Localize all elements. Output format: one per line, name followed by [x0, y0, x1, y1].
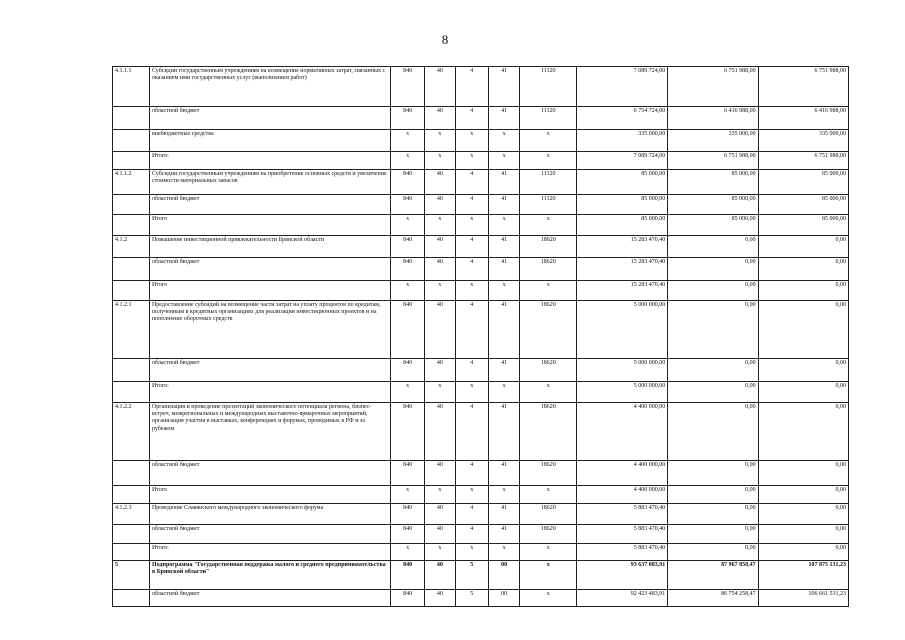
row-name: Предоставление субсидий на возмещение части затрат на уплату процентов по кредитам, полученным в кредитных организациях для реализации инвестиционных проектов и на пополнение оборотных средств: [149, 301, 390, 359]
row-name: Подпрограмма "Государственная поддержка малого и среднего предпринимательства в Брянской области": [149, 561, 390, 590]
col-target-article: 41: [488, 170, 520, 195]
amount-year-2: 6 416 988,00: [668, 107, 758, 130]
col-expense-type: 11120: [520, 67, 576, 107]
table-row: [113, 258, 849, 281]
table-row: [113, 359, 849, 382]
col-subsection: 4: [455, 525, 488, 544]
amount-year-2: 0,00: [668, 544, 758, 561]
amount-year-3: 0,00: [758, 403, 848, 461]
row-name: Субсидии государственным учреждениям на возмещение нормативных затрат, связанных с оказанием ими государственных услуг (выполнением работ): [149, 67, 390, 107]
col-expense-type: 18620: [520, 461, 576, 486]
amount-year-3: 0,00: [758, 461, 848, 486]
col-target-article: 00: [488, 561, 520, 590]
col-target-article: 41: [488, 359, 520, 382]
col-subsection: x: [455, 544, 488, 561]
col-chapter: 840: [391, 403, 425, 461]
col-target-article: 41: [488, 461, 520, 486]
row-name: Итого:: [149, 382, 390, 403]
col-chapter: x: [391, 215, 425, 236]
amount-year-3: 6 751 988,00: [758, 152, 848, 170]
amount-year-3: 85 000,00: [758, 170, 848, 195]
col-target-article: 41: [488, 258, 520, 281]
table-row: [113, 152, 849, 170]
col-target-article: 41: [488, 195, 520, 215]
budget-table: [112, 66, 849, 607]
budget-table-body: [113, 67, 849, 607]
col-chapter: x: [391, 382, 425, 403]
row-code: 4.1.2.1: [113, 301, 150, 359]
amount-year-1: 85 000,00: [576, 195, 667, 215]
col-section: 40: [425, 107, 456, 130]
amount-year-3: 106 661 531,23: [758, 590, 848, 607]
amount-year-1: 7 089 724,00: [576, 152, 667, 170]
amount-year-2: 0,00: [668, 382, 758, 403]
col-section: 40: [425, 525, 456, 544]
amount-year-3: 107 875 131,23: [758, 561, 848, 590]
col-expense-type: 11120: [520, 170, 576, 195]
row-name: Итого:: [149, 152, 390, 170]
col-chapter: 840: [391, 504, 425, 525]
row-code: [113, 215, 150, 236]
amount-year-1: 5 000 000,00: [576, 382, 667, 403]
col-section: x: [425, 382, 456, 403]
col-section: 40: [425, 590, 456, 607]
col-subsection: 5: [455, 561, 488, 590]
amount-year-2: 0,00: [668, 486, 758, 504]
amount-year-1: 5 000 000,00: [576, 301, 667, 359]
col-section: x: [425, 281, 456, 301]
col-expense-type: x: [520, 561, 576, 590]
table-row: [113, 544, 849, 561]
table-row: [113, 281, 849, 301]
row-name: Проведение Славянского международного экономического форума: [149, 504, 390, 525]
amount-year-1: 4 400 000,00: [576, 461, 667, 486]
amount-year-2: 0,00: [668, 258, 758, 281]
col-subsection: 4: [455, 461, 488, 486]
row-name: внебюджетные средства: [149, 130, 390, 152]
col-expense-type: x: [520, 590, 576, 607]
amount-year-3: 0,00: [758, 301, 848, 359]
amount-year-1: 93 637 083,91: [576, 561, 667, 590]
table-row: [113, 590, 849, 607]
col-target-article: 41: [488, 67, 520, 107]
row-code: 4.1.1.2: [113, 170, 150, 195]
col-subsection: 4: [455, 67, 488, 107]
col-subsection: 4: [455, 301, 488, 359]
col-target-article: 41: [488, 107, 520, 130]
col-expense-type: 11120: [520, 107, 576, 130]
col-chapter: x: [391, 544, 425, 561]
amount-year-1: 5 883 470,40: [576, 525, 667, 544]
amount-year-3: 0,00: [758, 359, 848, 382]
row-name: Субсидии государственным учреждениям на приобретение основных средств и увеличение стоимости материальных запасов: [149, 170, 390, 195]
col-section: 40: [425, 170, 456, 195]
col-chapter: 840: [391, 195, 425, 215]
row-code: [113, 590, 150, 607]
amount-year-2: 0,00: [668, 359, 758, 382]
table-row: [113, 504, 849, 525]
col-chapter: 840: [391, 107, 425, 130]
col-section: 40: [425, 236, 456, 258]
amount-year-1: 5 883 470,40: [576, 504, 667, 525]
amount-year-2: 85 000,00: [668, 170, 758, 195]
col-target-article: x: [488, 215, 520, 236]
table-row: [113, 461, 849, 486]
amount-year-1: 5 000 000,00: [576, 359, 667, 382]
amount-year-2: 85 000,00: [668, 195, 758, 215]
col-section: 40: [425, 561, 456, 590]
col-section: x: [425, 486, 456, 504]
col-chapter: 840: [391, 590, 425, 607]
amount-year-3: 0,00: [758, 236, 848, 258]
amount-year-2: 0,00: [668, 281, 758, 301]
amount-year-3: 0,00: [758, 544, 848, 561]
amount-year-1: 15 283 470,40: [576, 236, 667, 258]
row-name: Итого: [149, 215, 390, 236]
col-target-article: 41: [488, 236, 520, 258]
row-name: областной бюджет: [149, 359, 390, 382]
col-chapter: x: [391, 486, 425, 504]
row-code: 4.1.2: [113, 236, 150, 258]
col-chapter: 840: [391, 461, 425, 486]
row-name: Итого:: [149, 544, 390, 561]
amount-year-3: 0,00: [758, 525, 848, 544]
col-section: 40: [425, 301, 456, 359]
amount-year-3: 335 000,00: [758, 130, 848, 152]
row-code: [113, 152, 150, 170]
col-subsection: 4: [455, 504, 488, 525]
col-expense-type: x: [520, 544, 576, 561]
col-subsection: 4: [455, 403, 488, 461]
col-section: 40: [425, 359, 456, 382]
col-target-article: x: [488, 281, 520, 301]
row-name: областной бюджет: [149, 525, 390, 544]
amount-year-2: 6 751 988,00: [668, 67, 758, 107]
col-section: 40: [425, 403, 456, 461]
col-expense-type: 18620: [520, 301, 576, 359]
amount-year-2: 87 967 858,47: [668, 561, 758, 590]
col-target-article: 41: [488, 525, 520, 544]
col-subsection: 4: [455, 170, 488, 195]
col-chapter: 840: [391, 561, 425, 590]
amount-year-2: 0,00: [668, 301, 758, 359]
table-row: [113, 382, 849, 403]
col-chapter: x: [391, 130, 425, 152]
col-target-article: 41: [488, 301, 520, 359]
col-subsection: 4: [455, 258, 488, 281]
col-expense-type: x: [520, 215, 576, 236]
col-subsection: x: [455, 215, 488, 236]
amount-year-2: 0,00: [668, 236, 758, 258]
table-row: [113, 67, 849, 107]
col-target-article: x: [488, 130, 520, 152]
col-subsection: x: [455, 281, 488, 301]
amount-year-1: 15 283 470,40: [576, 281, 667, 301]
amount-year-1: 85 000,00: [576, 215, 667, 236]
amount-year-3: 0,00: [758, 486, 848, 504]
amount-year-2: 0,00: [668, 461, 758, 486]
amount-year-2: 85 000,00: [668, 215, 758, 236]
col-section: 40: [425, 195, 456, 215]
row-name: Итого: [149, 486, 390, 504]
row-code: [113, 461, 150, 486]
col-subsection: 5: [455, 590, 488, 607]
col-target-article: x: [488, 382, 520, 403]
row-name: областной бюджет: [149, 107, 390, 130]
col-subsection: x: [455, 382, 488, 403]
amount-year-3: 0,00: [758, 281, 848, 301]
col-expense-type: 18620: [520, 258, 576, 281]
row-code: [113, 359, 150, 382]
amount-year-3: 85 000,00: [758, 215, 848, 236]
amount-year-2: 86 754 258,47: [668, 590, 758, 607]
row-code: [113, 525, 150, 544]
col-target-article: 41: [488, 504, 520, 525]
amount-year-1: 92 423 483,91: [576, 590, 667, 607]
amount-year-1: 85 000,00: [576, 170, 667, 195]
amount-year-3: 6 751 988,00: [758, 67, 848, 107]
amount-year-1: 4 400 000,00: [576, 486, 667, 504]
amount-year-3: 0,00: [758, 258, 848, 281]
col-target-article: x: [488, 544, 520, 561]
amount-year-1: 7 089 724,00: [576, 67, 667, 107]
table-row: [113, 195, 849, 215]
col-target-article: 00: [488, 590, 520, 607]
row-name: Повышение инвестиционной привлекательности Брянской области: [149, 236, 390, 258]
col-section: 40: [425, 504, 456, 525]
table-row: [113, 301, 849, 359]
row-code: [113, 107, 150, 130]
col-section: 40: [425, 67, 456, 107]
col-expense-type: 11120: [520, 195, 576, 215]
row-name: областной бюджет: [149, 461, 390, 486]
col-chapter: 840: [391, 359, 425, 382]
col-expense-type: x: [520, 152, 576, 170]
amount-year-3: 0,00: [758, 382, 848, 403]
table-row: [113, 486, 849, 504]
amount-year-1: 15 283 470,40: [576, 258, 667, 281]
table-row: [113, 561, 849, 590]
row-code: 4.1.2.2: [113, 403, 150, 461]
col-subsection: 4: [455, 359, 488, 382]
col-section: x: [425, 152, 456, 170]
row-code: [113, 130, 150, 152]
col-subsection: x: [455, 486, 488, 504]
amount-year-2: 335 000,00: [668, 130, 758, 152]
col-expense-type: 18620: [520, 403, 576, 461]
col-section: 40: [425, 258, 456, 281]
col-expense-type: 18620: [520, 504, 576, 525]
col-chapter: 840: [391, 236, 425, 258]
amount-year-1: 4 400 000,00: [576, 403, 667, 461]
col-subsection: x: [455, 152, 488, 170]
table-row: [113, 525, 849, 544]
col-chapter: 840: [391, 525, 425, 544]
page-number: 8: [441, 32, 449, 47]
col-expense-type: 18620: [520, 359, 576, 382]
row-code: 4.1.1.1: [113, 67, 150, 107]
amount-year-2: 0,00: [668, 403, 758, 461]
col-chapter: 840: [391, 170, 425, 195]
col-subsection: 4: [455, 107, 488, 130]
table-row: [113, 107, 849, 130]
col-chapter: 840: [391, 301, 425, 359]
row-name: Организация и проведение презентаций экономического потенциала региона, бизнес-встреч, межрегиональных и международных выставочно-ярмарочных мероприятий, организация участия в выставках, конференциях и форумах, проводимых в РФ и за рубежом: [149, 403, 390, 461]
col-section: x: [425, 215, 456, 236]
col-subsection: 4: [455, 195, 488, 215]
amount-year-3: 6 416 988,00: [758, 107, 848, 130]
col-section: 40: [425, 461, 456, 486]
row-code: [113, 258, 150, 281]
row-name: Итого: [149, 281, 390, 301]
col-section: x: [425, 130, 456, 152]
row-code: [113, 544, 150, 561]
table-row: [113, 170, 849, 195]
row-name: областной бюджет: [149, 195, 390, 215]
table-row: [113, 215, 849, 236]
col-expense-type: x: [520, 486, 576, 504]
amount-year-2: 6 751 988,00: [668, 152, 758, 170]
table-row: [113, 403, 849, 461]
row-code: [113, 382, 150, 403]
col-target-article: 41: [488, 403, 520, 461]
col-chapter: 840: [391, 67, 425, 107]
amount-year-3: 0,00: [758, 504, 848, 525]
amount-year-1: 5 883 470,40: [576, 544, 667, 561]
row-code: 5: [113, 561, 150, 590]
table-row: [113, 236, 849, 258]
row-name: областной бюджет: [149, 258, 390, 281]
col-subsection: x: [455, 130, 488, 152]
col-expense-type: x: [520, 130, 576, 152]
amount-year-3: 85 000,00: [758, 195, 848, 215]
row-name: областной бюджет: [149, 590, 390, 607]
amount-year-1: 6 754 724,00: [576, 107, 667, 130]
amount-year-2: 0,00: [668, 525, 758, 544]
col-chapter: x: [391, 281, 425, 301]
col-subsection: 4: [455, 236, 488, 258]
col-chapter: 840: [391, 258, 425, 281]
row-code: 4.1.2.3: [113, 504, 150, 525]
col-chapter: x: [391, 152, 425, 170]
table-row: [113, 130, 849, 152]
row-code: [113, 281, 150, 301]
row-code: [113, 486, 150, 504]
col-expense-type: x: [520, 281, 576, 301]
amount-year-2: 0,00: [668, 504, 758, 525]
row-code: [113, 195, 150, 215]
col-target-article: x: [488, 486, 520, 504]
col-expense-type: 18620: [520, 525, 576, 544]
col-expense-type: 18620: [520, 236, 576, 258]
amount-year-1: 335 000,00: [576, 130, 667, 152]
col-expense-type: x: [520, 382, 576, 403]
col-section: x: [425, 544, 456, 561]
col-target-article: x: [488, 152, 520, 170]
